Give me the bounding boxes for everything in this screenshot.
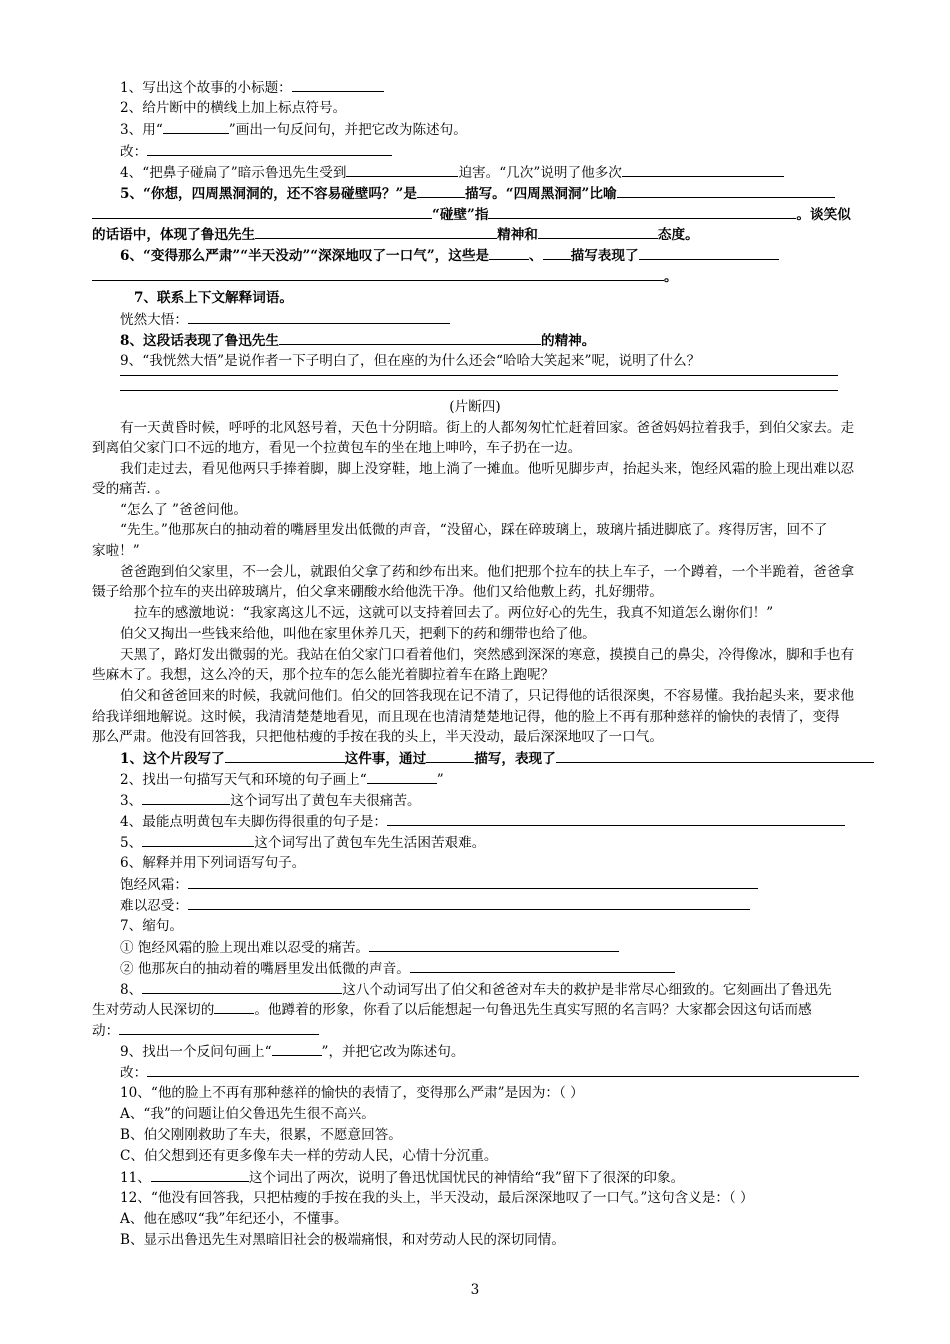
option-b: B、显示出鲁迅先生对黑暗旧社会的极端痛恨，和对劳动人民的深切同情。: [120, 1232, 565, 1248]
question-8: 8、这段话表现了鲁迅先生 的精神。: [120, 330, 595, 351]
f4-question-7b: ② 他那灰白的抽动着的嘴唇里发出低微的声音。: [120, 958, 675, 979]
answer-line: [120, 390, 838, 391]
paragraph: 镊子给那个拉车的夹出碎玻璃片，伯父拿来硼酸水给他洗干净。他们又给他敷上药，扎好绷带。: [92, 584, 663, 600]
question-7: 7、联系上下文解释词语。: [134, 290, 293, 306]
question-6-cont: 。: [92, 266, 678, 287]
f4-question-9-rewrite: 改：: [120, 1062, 859, 1083]
question-9: 9、“我恍然大悟”是说作者一下子明白了，但在座的为什么还会“哈哈大笑起来”呢，说明了什么？: [120, 353, 701, 369]
paragraph: 受的痛苦. 。: [92, 481, 169, 497]
paragraph: 那么严肃。他没有回答我，只把他枯瘦的手按在我的头上，半天没动，最后深深地叹了一口气。: [92, 729, 663, 745]
f4-question-3: 3、 这个词写出了黄包车夫很痛苦。: [120, 790, 421, 811]
f4-question-6: 6、解释并用下列词语写句子。: [120, 855, 306, 871]
f4-question-7a: ① 饱经风霜的脸上现出难以忍受的痛苦。: [120, 937, 619, 958]
f4-question-9: 9、找出一个反问句画上“ ”，并把它改为陈述句。: [120, 1041, 464, 1062]
f4-question-6a: 饱经风霜：: [120, 874, 758, 895]
answer-line: [120, 375, 838, 376]
question-7-word: 恍然大悟：: [120, 309, 450, 330]
paragraph: 到离伯父家门口不远的地方，看见一个拉黄包车的坐在地上呻吟，车子扔在一边。: [92, 440, 582, 456]
f4-question-5: 5、 这个词写出了黄包车先生活困苦艰难。: [120, 832, 485, 853]
paragraph: “怎么了 ”爸爸问他。: [120, 502, 247, 518]
paragraph: 有一天黄昏时候，呼呼的北风怒号着，天色十分阴暗。街上的人都匆匆忙忙赶着回家。爸爸妈妈拉着我手，到伯父家去。走: [120, 420, 855, 436]
question-5-cont: “碰壁”指 。谈笑似: [92, 204, 851, 225]
paragraph: 伯父和爸爸回来的时候，我就问他们。伯父的回答我现在记不清了，只记得他的话很深奥，不容易懂。我抬起头来，要求他: [120, 688, 855, 704]
option-a: A、他在感叹“我”年纪还小，不懂事。: [120, 1211, 348, 1227]
paragraph: 爸爸跑到伯父家里，不一会儿，就跟伯父拿了药和纱布出来。他们把那个拉车的扶上车子，一个蹲着，一个半跪着，爸爸拿: [120, 564, 855, 580]
f4-question-6b: 难以忍受：: [120, 895, 750, 916]
question-3-rewrite: 改：: [120, 141, 392, 162]
paragraph: 家啦！”: [92, 543, 140, 559]
paragraph: 给我详细地解说。这时候，我清清楚楚地看见，而且现在也清清楚楚地记得，他的脸上不再有那种慈祥的愉快的表情了，变得: [92, 709, 840, 725]
question-6: 6、“变得那么严肃”“半天没动”“深深地叹了一口气”，这些是 、 描写表现了: [120, 245, 779, 266]
paragraph: 伯父又掏出一些钱来给他，叫他在家里休养几天，把剩下的药和绷带也给了他。: [120, 626, 596, 642]
f4-question-7: 7、缩句。: [120, 918, 184, 934]
f4-question-2: 2、找出一句描写天气和环境的句子画上“ ”: [120, 769, 444, 790]
question-5-cont2: 的话语中，体现了鲁迅先生 精神和 态度。: [92, 224, 699, 245]
paragraph: “先生。”他那灰白的抽动着的嘴唇里发出低微的声音，“没留心，踩在碎玻璃上，玻璃片插进脚底了。疼得厉害，回不了: [120, 522, 828, 538]
page-number: 3: [470, 1282, 480, 1298]
question-3: 3、用“ ”画出一句反问句，并把它改为陈述句。: [120, 119, 467, 140]
f4-question-8-cont: 生对劳动人民深切的 。他蹲着的形象，你看了以后能想起一句鲁迅先生真实写照的名言吗？大家都会因这句话而感: [92, 999, 812, 1020]
option-b: B、伯父刚刚救助了车夫，很累，不愿意回答。: [120, 1127, 402, 1143]
f4-question-8-cont2: 动：: [92, 1020, 319, 1041]
paragraph: 我们走过去，看见他两只手捧着脚，脚上没穿鞋，地上淌了一摊血。他听见脚步声，抬起头来，饱经风霜的脸上现出难以忍: [120, 461, 855, 477]
paragraph: 天黑了，路灯发出微弱的光。我站在伯父家门口看着他们，突然感到深深的寒意，摸摸自己的鼻尖，冷得像冰，脚和手也有: [120, 647, 855, 663]
paragraph: 拉车的感激地说：“我家离这儿不远，这就可以支持着回去了。两位好心的先生，我真不知道怎么谢你们！”: [134, 605, 774, 621]
question-1: 1、写出这个故事的小标题：: [120, 77, 384, 98]
f4-question-12: 12、“他没有回答我，只把枯瘦的手按在我的头上，半天没动，最后深深地叹了一口气。”这句含义是：（ ）: [120, 1190, 754, 1206]
fragment-heading: (片断四): [449, 399, 501, 415]
question-5: 5、“你想，四周黑洞洞的，还不容易碰壁吗？”是 描写。“四周黑洞洞”比喻: [120, 183, 835, 204]
question-2: 2、给片断中的横线上加上标点符号。: [120, 100, 347, 116]
question-4: 4、“把鼻子碰扁了”暗示鲁迅先生受到 迫害。“几次”说明了他多次: [120, 162, 784, 183]
f4-question-11: 11、 这个词出了两次，说明了鲁迅忧国忧民的神情给“我”留下了很深的印象。: [120, 1167, 684, 1188]
f4-question-4: 4、最能点明黄包车夫脚伤得很重的句子是：: [120, 811, 845, 832]
option-a: A、“我”的问题让伯父鲁迅先生很不高兴。: [120, 1106, 375, 1122]
f4-question-10: 10、“他的脸上不再有那种慈祥的愉快的表情了，变得那么严肃”是因为：（ ）: [120, 1085, 584, 1101]
f4-question-1: 1、这个片段写了 这件事，通过 描写，表现了: [120, 748, 874, 769]
f4-question-8: 8、 这八个动词写出了伯父和爸爸对车夫的救护是非常尽心细致的。它刻画出了鲁迅先: [120, 979, 832, 1000]
paragraph: 些麻木了。我想，这么冷的天，那个拉车的怎么能光着脚拉着车在路上跑呢？: [92, 667, 555, 683]
option-c: C、伯父想到还有更多像车夫一样的劳动人民，心情十分沉重。: [120, 1148, 498, 1164]
